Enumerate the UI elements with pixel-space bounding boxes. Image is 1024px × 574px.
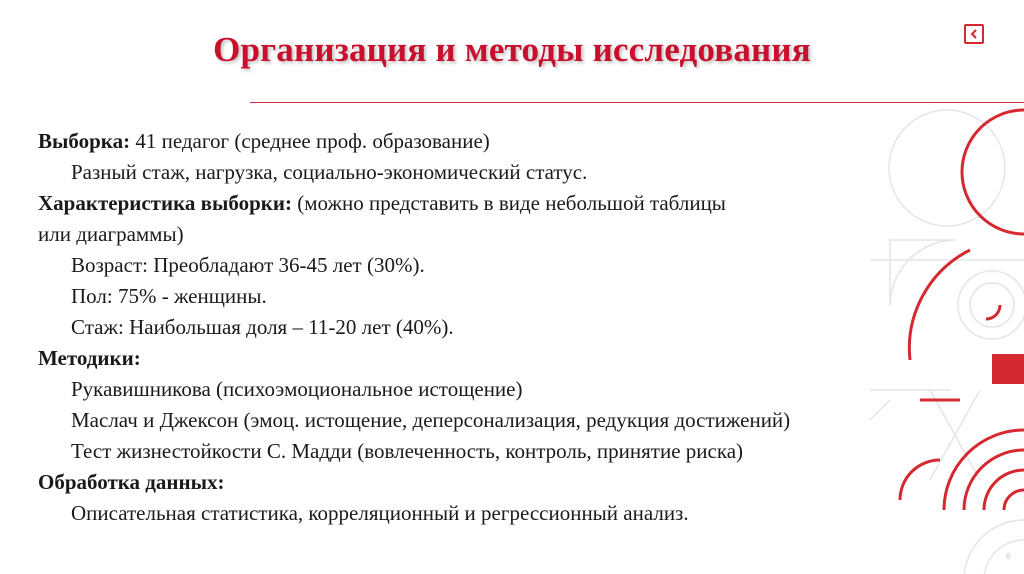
- page-number: 6: [1006, 552, 1011, 561]
- methods-label: Методики:: [38, 346, 141, 370]
- method-item: Маслач и Джексон (эмоц. истощение, деперсонализация, редукция достижений): [71, 408, 791, 432]
- characteristics-label: Характеристика выборки:: [38, 191, 292, 215]
- age-item: Возраст: Преобладают 36-45 лет (30%).: [71, 253, 425, 277]
- back-button[interactable]: [964, 24, 984, 44]
- characteristics-text: (можно представить в виде небольшой таблицы: [291, 191, 726, 215]
- method-item: Рукавишникова (психоэмоциональное истощение): [71, 377, 523, 401]
- back-arrow-icon: [969, 29, 979, 39]
- slide-title: Организация и методы исследования: [213, 30, 811, 69]
- characteristics-line: [38, 188, 918, 219]
- processing-line: [38, 467, 918, 498]
- gender-item: Пол: 75% - женщины.: [71, 284, 267, 308]
- methods-line: [38, 343, 918, 374]
- characteristics-text-cont: или диаграммы): [38, 222, 184, 246]
- experience-item: Стаж: Наибольшая доля – 11-20 лет (40%).: [71, 315, 454, 339]
- sample-label: Выборка:: [38, 129, 131, 153]
- sample-line: [38, 126, 918, 157]
- sample-text: 41 педагог (среднее проф. образование): [130, 129, 490, 153]
- processing-text: Описательная статистика, корреляционный и регрессионный анализ.: [71, 501, 689, 525]
- processing-label: Обработка данных:: [38, 470, 225, 494]
- method-item: Тест жизнестойкости С. Мадди (вовлеченность, контроль, принятие риска): [71, 439, 744, 463]
- sample-detail: Разный стаж, нагрузка, социально-экономический статус.: [71, 160, 588, 184]
- slide-body: [38, 126, 918, 529]
